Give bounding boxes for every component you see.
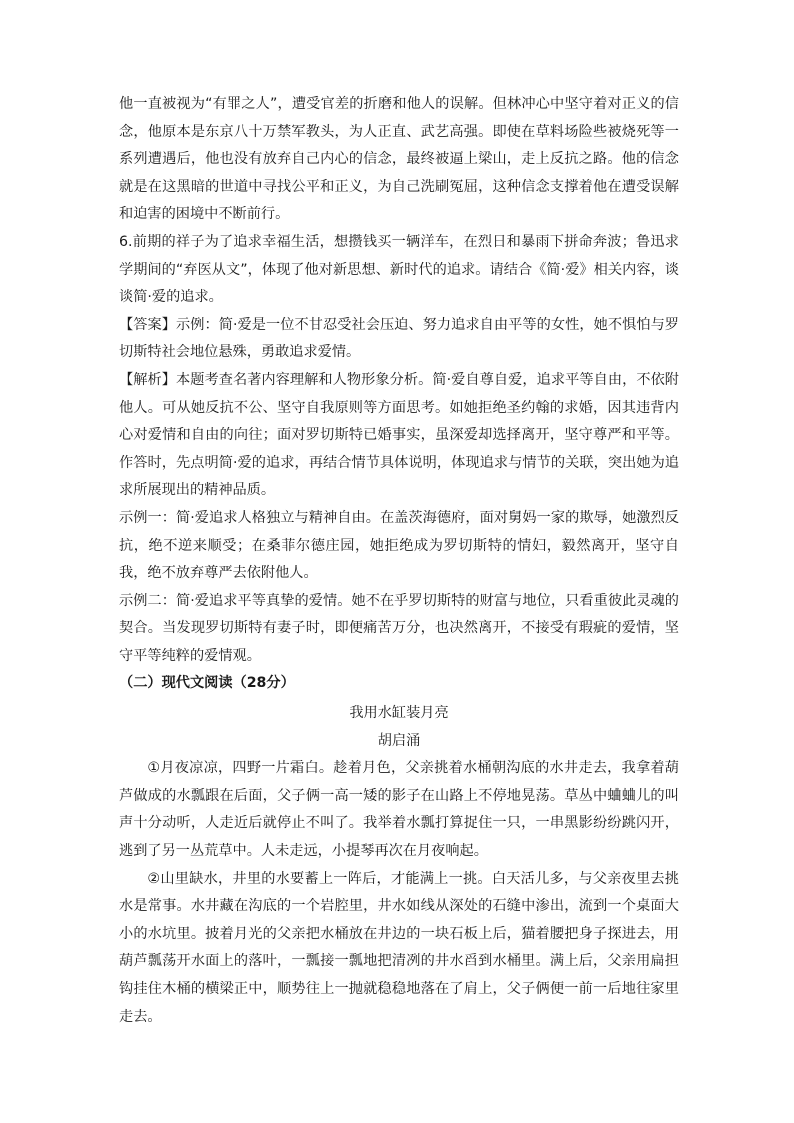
- document-page: [119, 91, 679, 1031]
- article-paragraph-1: ①月夜凉凉，四野一片霜白。趁着月色，父亲挑着水桶朝沟底的水井走去，我拿着葫芦做成的水瓢跟在后面，父子俩一高一矮的影子在山路上不停地晃荡。草丛中蛐蛐儿的叫声十分动听，人走近后就停止不叫了。我举着水瓢打算捉住一只，一串黑影纷纷跳闪开，逃到了另一丛荒草中。人未走远，小提琴再次在月夜响起。: [119, 760, 679, 860]
- article-author: 胡启涌: [377, 732, 421, 749]
- section-heading: （二）现代文阅读（28分）: [119, 675, 295, 692]
- article-title: 我用水缸装月亮: [349, 705, 449, 722]
- answer-paragraph: 【答案】示例：简·爱是一位不甘忍受社会压迫、努力追求自由平等的女性，她不惧怕与罗切斯特社会地位悬殊，勇敢追求爱情。: [119, 316, 679, 361]
- question-6: 6.前期的祥子为了追求幸福生活，想攒钱买一辆洋车，在烈日和暴雨下拼命奔波；鲁迅求学期间的“弃医从文”，体现了他对新思想、新时代的追求。请结合《简·爱》相关内容，谈谈简·爱的追求。: [119, 233, 679, 306]
- paragraph-continuation: 他一直被视为“有罪之人”，遭受官差的折磨和他人的误解。但林冲心中坚守着对正义的信念，他原本是东京八十万禁军教头，为人正直、武艺高强。即使在草料场险些被烧死等一系列遭遇后，他也没有放弃自己内心的信念，最终被逼上梁山，走上反抗之路。他的信念就是在这黑暗的世道中寻找公平和正义，为自己洗刷冤屈，这种信念支撑着他在遭受误解和迫害的困境中不断前行。: [119, 96, 679, 223]
- analysis-paragraph: 【解析】本题考查名著内容理解和人物形象分析。简·爱自尊自爱，追求平等自由，不依附他人。可从她反抗不公、坚守自我原则等方面思考。如她拒绝圣约翰的求婚，因其违背内心对爱情和自由的向往；面对罗切斯特已婚事实，虽深爱却选择离开，坚守尊严和平等。作答时，先点明简·爱的追求，再结合情节具体说明，体现追求与情节的关联，突出她为追求所展现出的精神品质。: [119, 371, 679, 499]
- example-one: 示例一：简·爱追求人格独立与精神自由。在盖茨海德府，面对舅妈一家的欺辱，她激烈反抗，绝不逆来顺受；在桑菲尔德庄园，她拒绝成为罗切斯特的情妇，毅然离开，坚守自我，绝不放弃尊严去依附他人。: [119, 509, 679, 582]
- article-paragraph-2: ②山里缺水，井里的水要蓄上一阵后，才能满上一挑。白天活儿多，与父亲夜里去挑水是常事。水井藏在沟底的一个岩腔里，井水如线从深处的石缝中渗出，流到一个桌面大小的水坑里。披着月光的父亲把水桶放在井边的一块石板上后，猫着腰把身子探进去，用葫芦瓢荡开水面上的落叶，一瓢接一瓢地把清冽的井水舀到水桶里。满上后，父亲用扁担钩挂住木桶的横梁正中，顺势往上一抛就稳稳地落在了肩上，父子俩便一前一后地往家里走去。: [119, 870, 679, 1025]
- example-two: 示例二：简·爱追求平等真挚的爱情。她不在乎罗切斯特的财富与地位，只看重彼此灵魂的契合。当发现罗切斯特有妻子时，即便痛苦万分，也决然离开，不接受有瑕疵的爱情，坚守平等纯粹的爱情观。: [119, 592, 679, 664]
